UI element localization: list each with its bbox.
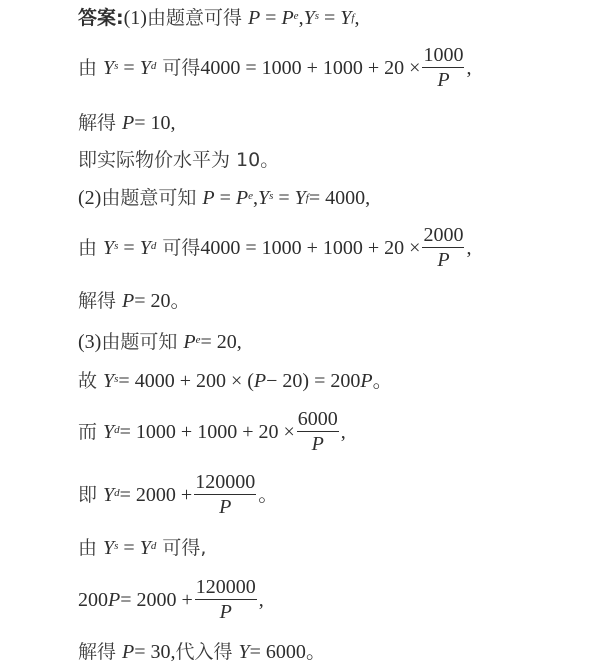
equation-expression: 4000 = 1000 + 1000 + 20 × (200, 56, 421, 79)
part1-marker: (1) (123, 7, 147, 29)
part3-intro-line (78, 330, 242, 354)
expression: = 4000 + 200 × ( (118, 370, 254, 392)
fraction (422, 224, 464, 271)
var-y: Y (139, 537, 151, 559)
sup-e: e (195, 334, 201, 346)
fraction (422, 44, 464, 91)
part1-intro-text: 由题意可得 (146, 7, 242, 29)
prefix-text: 即 (78, 483, 98, 506)
var-p: P (202, 187, 215, 209)
fraction-numerator: 2000 (423, 224, 464, 246)
part3-equate-line: 由 Y $^s$ = Y $^d$ 可得, (78, 536, 206, 560)
var-y: Y (340, 7, 352, 29)
part2-solve-line (78, 289, 191, 313)
equation-expression: 4000 = 1000 + 1000 + 20 × (200, 236, 421, 259)
part3-supply-line (78, 369, 393, 393)
var-y: Y (303, 7, 315, 29)
part3-demand-line (78, 408, 346, 455)
solve-value: = 30, (134, 641, 176, 663)
part1-intro-line: 答案: (1) 由题意可得 P = P $^e$ , Y $^s$ = Y f , (78, 6, 359, 30)
value: = 4000 (308, 187, 366, 209)
solve-value: = 10 (134, 112, 171, 134)
sup-e: e (293, 10, 299, 22)
prefix-text: 而 (78, 420, 98, 443)
var-p: P (122, 112, 135, 134)
fraction (194, 471, 256, 518)
punct: 。 (305, 641, 326, 663)
fraction-numerator: 120000 (195, 471, 256, 493)
sup-d: d (114, 486, 120, 499)
coefficient: 200 (78, 588, 108, 611)
prefix-text: 故 (78, 370, 98, 392)
sub-f: f (305, 192, 309, 204)
var-p: P (108, 588, 121, 611)
part3-marker: (3) (78, 331, 102, 353)
var-y: Y (139, 236, 151, 259)
separator: , (298, 7, 304, 29)
sup-d: d (150, 239, 157, 252)
part2-step-line: 由 Y $^s$ = Y $^d$ 可得 4000 = 1000 + 1000 + 20 × $\frac{2000}{P}$ , (78, 224, 472, 271)
punct: , (365, 187, 371, 209)
part3-simplify-line (78, 471, 278, 518)
solve-text: 解得 (78, 641, 117, 663)
var-y: Y (257, 187, 270, 209)
fraction-numerator: 6000 (297, 408, 338, 430)
var-p: P (235, 187, 249, 209)
part3-intro-text: 由题可知 (101, 331, 178, 353)
sup-e: e (248, 190, 253, 202)
expression: = 2000 + (120, 588, 193, 611)
punct: , (466, 236, 472, 259)
punct: , (236, 331, 242, 353)
sup-s: s (314, 10, 319, 22)
equate-text: 可得, (162, 537, 207, 559)
sup-d: d (150, 540, 157, 552)
punct: , (354, 7, 360, 29)
var-p: P (360, 370, 373, 392)
solve-text: 解得 (78, 112, 117, 134)
sup-s: s (114, 540, 119, 552)
var-y: Y (139, 56, 151, 79)
separator: , (252, 187, 258, 209)
prefix-text: 由 (78, 56, 98, 79)
fraction-denominator: P (437, 69, 450, 91)
sup-s: s (114, 373, 119, 385)
solve-value: = 20 (134, 290, 171, 312)
substitute-text: 代入得 (175, 641, 233, 663)
part2-marker: (2) (78, 187, 102, 209)
prefix-text: 由 (78, 236, 98, 259)
punct: 。 (372, 370, 393, 392)
var-y: Y (294, 187, 306, 209)
var-y: Y (238, 641, 250, 663)
var-y: Y (103, 370, 115, 392)
fraction-numerator: 1000 (423, 44, 464, 66)
punct: , (340, 420, 346, 443)
var-p: P (281, 7, 294, 29)
var-y: Y (103, 537, 115, 559)
sup-s: s (114, 239, 119, 252)
step-text: 可得 (162, 56, 201, 79)
fraction-numerator: 120000 (195, 576, 256, 598)
punct: 。 (170, 290, 191, 312)
sup-d: d (150, 59, 157, 72)
punct: , (466, 56, 472, 79)
part3-final-line (78, 640, 326, 664)
value: = 20 (200, 331, 237, 353)
solve-text: 解得 (78, 290, 117, 312)
var-y: Y (103, 56, 115, 79)
fraction (195, 576, 257, 623)
expression: = 2000 + (119, 483, 193, 506)
punct: , (258, 588, 264, 611)
final-value: = 6000 (249, 641, 306, 663)
fraction-denominator: P (437, 249, 450, 271)
var-p: P (183, 331, 196, 353)
fraction-denominator: P (219, 601, 232, 623)
fraction-denominator: P (311, 433, 324, 455)
part2-intro-text: 由题意可知 (101, 187, 197, 209)
answer-label: 答案: (78, 7, 124, 29)
part1-solve-line (78, 111, 176, 135)
var-p: P (122, 290, 135, 312)
part1-step-line: 由 Y $^s$ = Y $^d$ 可得 4000 = 1000 + 1000 + 20 × $\frac{1000}{P}$ , (78, 44, 472, 91)
sup-s: s (114, 59, 119, 72)
part3-equation-line (78, 576, 264, 623)
punct: 。 (258, 483, 279, 506)
punct: , (170, 112, 176, 134)
var-p: P (122, 641, 135, 663)
step-text: 可得 (162, 236, 201, 259)
var-y: Y (103, 236, 115, 259)
prefix-text: 由 (78, 537, 98, 559)
fraction-denominator: P (219, 496, 232, 518)
expression: − 20) = 200 (266, 370, 361, 392)
sup-s: s (269, 190, 274, 202)
sup-d: d (114, 423, 120, 436)
var-p: P (253, 370, 267, 392)
part1-conclusion-line (78, 148, 279, 172)
var-y: Y (103, 483, 115, 506)
conclusion-text: 即实际物价水平为 10。 (78, 149, 280, 171)
expression: = 1000 + 1000 + 20 × (119, 420, 295, 443)
var-y: Y (103, 420, 115, 443)
sub-f: f (351, 12, 355, 24)
var-p: P (247, 7, 261, 29)
part2-intro-line: (2) 由题意可知 P = P $^e$ , Y $^s$ = Y f = 4000 , (78, 186, 370, 210)
fraction (297, 408, 339, 455)
